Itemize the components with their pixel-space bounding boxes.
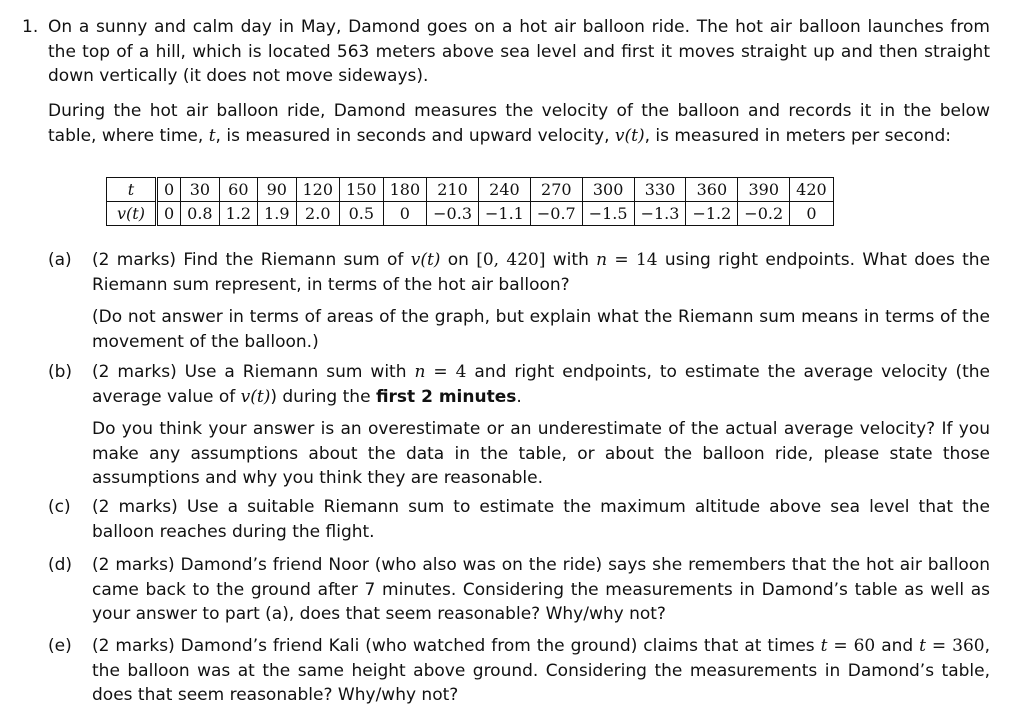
text-part: on xyxy=(440,250,477,270)
part-body xyxy=(92,495,990,544)
table-cell: −1.1 xyxy=(479,202,531,226)
table-cell: 270 xyxy=(530,178,582,202)
part-a xyxy=(48,248,990,362)
math-expression: v(t) xyxy=(240,386,271,407)
part-label: (b) xyxy=(48,362,73,382)
table-cell: 60 xyxy=(219,178,257,202)
part-body xyxy=(92,360,990,491)
table-cell: 0 xyxy=(156,178,180,202)
intro-text-part: , is measured in seconds and upward velocity, xyxy=(215,125,615,146)
math-expression: v(t) xyxy=(614,125,645,146)
table-row-velocity xyxy=(107,202,834,226)
table-cell: 0 xyxy=(790,202,834,226)
table-cell: 330 xyxy=(634,178,686,202)
part-label: (c) xyxy=(48,497,71,517)
math-expression: v(t) xyxy=(410,250,441,270)
table-cell: 90 xyxy=(258,178,296,202)
part-b xyxy=(48,360,990,499)
part-body xyxy=(92,553,990,627)
math-variable: n xyxy=(596,250,608,270)
text-part: and right endpoints, to estimate the average velocity (the average value of xyxy=(92,362,991,407)
table-cell: −0.2 xyxy=(738,202,790,226)
table-cell: 210 xyxy=(427,178,479,202)
part-c-question: (2 marks) Use a suitable Riemann sum to estimate the maximum altitude above sea level that the balloon reaches during the flight. xyxy=(92,497,990,542)
math-interval: [0, 420] xyxy=(476,250,546,270)
table-cell: 1.2 xyxy=(219,202,257,226)
table-cell: −0.3 xyxy=(427,202,479,226)
intro-text-part: During the hot air balloon ride, Damond measures the velocity of the balloon and records it in the below table, where time, xyxy=(48,101,990,146)
text-part: using right endpoints. What does the Riemann sum represent, in terms of the hot air balloon? xyxy=(92,250,991,295)
text-part: . xyxy=(516,386,522,407)
table-cell: 300 xyxy=(582,178,634,202)
emphasis-text: first 2 minutes xyxy=(375,386,517,407)
text-part: ) during the xyxy=(270,386,376,407)
text-part: , the balloon was at the same height above ground. Considering the measurements in Damond’s table, does that seem reasonable? Why/why not? xyxy=(92,636,990,705)
table-cell: 0.8 xyxy=(181,202,219,226)
row-label-t: t xyxy=(107,178,157,202)
math-expression: = 60 xyxy=(827,636,876,656)
table-cell: 0 xyxy=(156,202,180,226)
table-cell: 360 xyxy=(686,178,738,202)
part-b-question xyxy=(92,360,990,409)
intro-text-part: , is measured in meters per second: xyxy=(644,125,952,146)
question-intro-table-description xyxy=(48,99,990,148)
part-c xyxy=(48,495,990,552)
velocity-table xyxy=(106,177,834,226)
table-cell: −1.2 xyxy=(686,202,738,226)
question-number: 1. xyxy=(22,17,39,37)
math-expression: = 14 xyxy=(607,250,658,270)
question-intro xyxy=(48,15,990,89)
part-label: (e) xyxy=(48,636,72,656)
math-variable: n xyxy=(414,362,426,382)
table-cell: 420 xyxy=(790,178,834,202)
table-cell: 30 xyxy=(181,178,219,202)
text-part: with xyxy=(545,250,597,270)
part-e-question xyxy=(92,634,990,708)
row-label-v: v(t) xyxy=(107,202,157,226)
table-cell: 2.0 xyxy=(296,202,340,226)
part-d-question: (2 marks) Damond’s friend Noor (who also was on the ride) says she remembers that the hot air balloon came back to the ground after 7 minutes. Considering the measurements in Damond’s table as well as your answer to part (a), does that seem reasonable? Why/why not? xyxy=(92,555,990,624)
table-cell: 0.5 xyxy=(340,202,384,226)
text-part: (2 marks) Damond’s friend Kali (who watched from the ground) claims that at times xyxy=(92,636,821,656)
text-part: (2 marks) Use a Riemann sum with xyxy=(92,362,415,382)
text-part: (2 marks) Find the Riemann sum of xyxy=(92,250,411,270)
table-cell: 120 xyxy=(296,178,340,202)
math-expression: = 360 xyxy=(925,636,985,656)
part-e xyxy=(48,634,990,716)
math-variable: t xyxy=(820,636,828,656)
table-cell: 150 xyxy=(340,178,384,202)
text-part: and xyxy=(875,636,920,656)
part-label: (a) xyxy=(48,250,72,270)
table-cell: −0.7 xyxy=(530,202,582,226)
part-body xyxy=(92,634,990,708)
part-b-followup: Do you think your answer is an overestimate or an underestimate of the actual average velocity? If you make any assumptions about the data in the table, or about the balloon ride, please state those assumptions and why you think they are reasonable. xyxy=(92,419,990,488)
part-body xyxy=(92,248,990,354)
math-variable: t xyxy=(919,636,926,656)
table-cell: 180 xyxy=(383,178,427,202)
table-cell: −1.5 xyxy=(582,202,634,226)
table-cell: 0 xyxy=(383,202,427,226)
intro-text: On a sunny and calm day in May, Damond goes on a hot air balloon ride. The hot air balloon launches from the top of a hill, which is located 563 meters above sea level and first it moves straight up and then straight down vertically (it does not move sideways). xyxy=(48,17,990,86)
math-variable: t xyxy=(208,125,216,146)
part-a-question xyxy=(92,248,990,297)
table-cell: 390 xyxy=(738,178,790,202)
part-d xyxy=(48,553,990,635)
table-cell: 240 xyxy=(479,178,531,202)
part-a-note: (Do not answer in terms of areas of the graph, but explain what the Riemann sum means in terms of the movement of the balloon.) xyxy=(92,307,990,352)
part-label: (d) xyxy=(48,555,73,575)
table-cell: −1.3 xyxy=(634,202,686,226)
table-row-time xyxy=(107,178,834,202)
math-expression: = 4 xyxy=(425,362,467,382)
table-cell: 1.9 xyxy=(258,202,296,226)
